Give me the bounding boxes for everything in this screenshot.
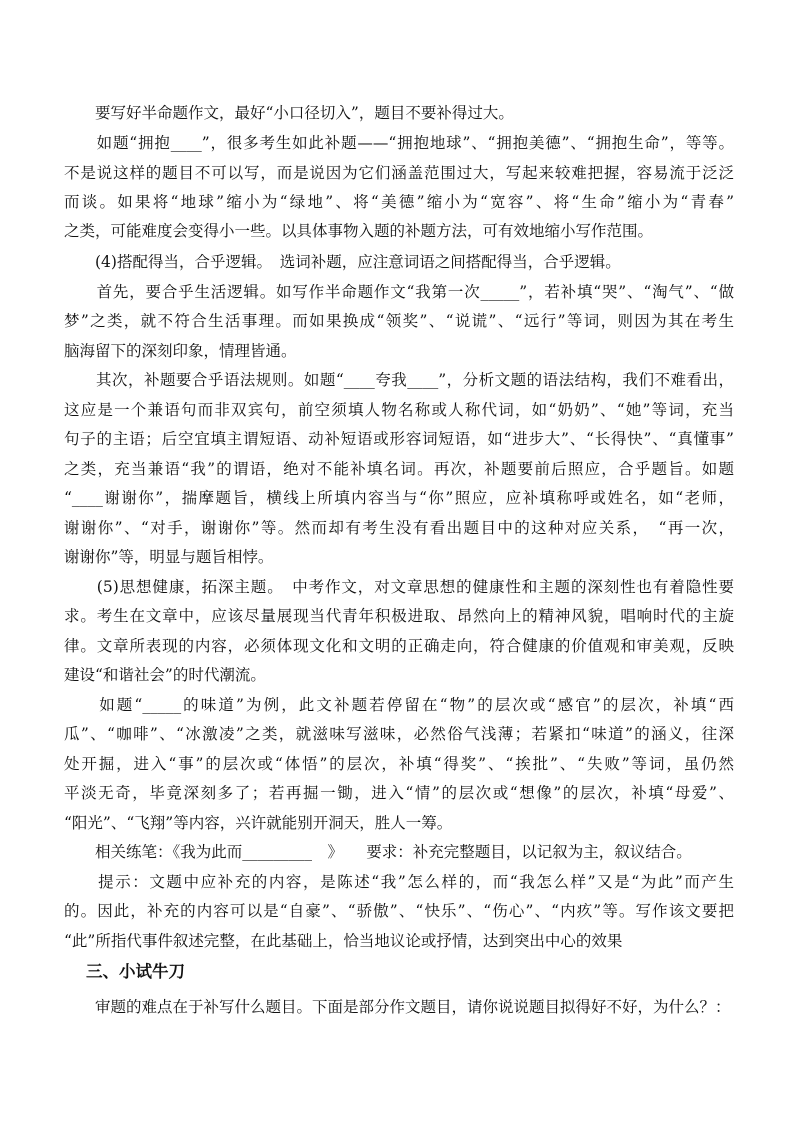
- paragraph-line: 脑海留下的深刻印象，情理皆通。: [64, 342, 297, 360]
- paragraph-line: 的。因此，补充的内容可以是“自豪”、“骄傲”、“快乐”、“伤心”、“内疚”等。写作该文要把: [64, 902, 734, 920]
- paragraph-line: 不是说这样的题目不可以写，而是说因为它们涵盖范围过大，写起来较难把握，容易流于泛泛: [64, 164, 734, 182]
- paragraph-line: 提示：文题中应补充的内容，是陈述“我”怎么样的，而“我怎么样”又是“为此”而产生: [64, 873, 734, 891]
- paragraph-line: 谢谢你”、“对手，谢谢你”等。然而却有考生没有看出题目中的这种对应关系， “再一次，: [64, 519, 734, 537]
- paragraph-line: 句子的主语；后空宜填主谓短语、动补短语或形容词短语，如“进步大”、“长得快”、“真懂事”: [64, 430, 734, 448]
- paragraph-line: 瓜”、“咖啡”、“冰激凌”之类，就滋味写滋味，必然俗气浅薄；若紧扣“味道”的涵义，往深: [64, 725, 734, 743]
- paragraph-line: 梦”之类，就不符合生活事理。而如果换成“领奖”、“说谎”、“远行”等词，则因为其在考生: [64, 312, 734, 330]
- paragraph-line: 求。考生在文章中，应该尽量展现当代青年积极进取、昂然向上的精神风貌，唱响时代的主旋: [64, 607, 734, 625]
- paragraph-line: 而谈。如果将“地球”缩小为“绿地”、将“美德”缩小为“宽容”、将“生命”缩小为“青春”: [64, 193, 734, 211]
- paragraph-line: 要写好半命题作文，最好“小口径切入”，题目不要补得过大。: [64, 104, 514, 122]
- paragraph-line: 处开掘，进入“事”的层次或“体悟”的层次，补填“得奖”、“挨批”、“失败”等词，虽仍然: [64, 755, 734, 773]
- paragraph-line: 如题“拥抱____”，很多考生如此补题——“拥抱地球”、“拥抱美德”、“拥抱生命”，等等。: [64, 134, 734, 152]
- paragraph-line: 其次，补题要合乎语法规则。如题“____夸我____”，分析文题的语法结构，我们不难看出，: [64, 371, 734, 389]
- paragraph-line: 这应是一个兼语句而非双宾句，前空须填人物名称或人称代词，如“奶奶”、“她”等词，充当: [64, 401, 734, 419]
- section-heading: 三、小试牛刀: [86, 962, 185, 981]
- exercise-line: 相关练笔：《我为此而_________ 》 要求：补充完整题目，以记叙为主，叙议结合。: [64, 843, 692, 861]
- paragraph-line: (4)搭配得当，合乎逻辑。 选词补题，应注意词语之间搭配得当，合乎逻辑。: [64, 253, 621, 271]
- paragraph-line: 律。文章所表现的内容，必须体现文化和文明的正确走向，符合健康的价值观和审美观，反映: [64, 637, 734, 655]
- paragraph-line: 建设“和谐社会”的时代潮流。: [64, 666, 266, 684]
- paragraph-line: 之类，可能难度会变得小一些。以具体事物入题的补题方法，可有效地缩小写作范围。: [64, 222, 654, 240]
- paragraph-line: (5)思想健康，拓深主题。 中考作文，对文章思想的健康性和主题的深刻性也有着隐性要: [64, 578, 734, 596]
- paragraph-line: 平淡无奇，毕竟深刻多了；若再掘一锄，进入“情”的层次或“想像”的层次，补填“母爱”、: [64, 784, 734, 802]
- paragraph-line: “阳光”、“飞翔”等内容，兴许就能别开洞天，胜人一筹。: [64, 814, 453, 832]
- paragraph-line: 如题“_____的味道”为例，此文补题若停留在“物”的层次或“感官”的层次，补填“西: [64, 696, 734, 714]
- paragraph-line: “此”所指代事件叙述完整，在此基础上，恰当地议论或抒情，达到突出中心的效果: [64, 932, 623, 950]
- paragraph-line: 之类，充当兼语“我”的谓语，绝对不能补填名词。再次，补题要前后照应，合乎题旨。如题: [64, 460, 734, 478]
- paragraph-line: 谢谢你”等，明显与题旨相悖。: [64, 548, 274, 566]
- paragraph-line: “____谢谢你”，揣摩题旨，横线上所填内容当与“你”照应，应补填称呼或姓名，如“老师，: [64, 489, 734, 507]
- paragraph-line: 首先，要合乎生活逻辑。如写作半命题作文“我第一次_____”，若补填“哭”、“淘气”、“做: [64, 283, 734, 301]
- paragraph-line: 审题的难点在于补写什么题目。下面是部分作文题目，请你说说题目拟得好不好，为什么？：: [64, 998, 731, 1016]
